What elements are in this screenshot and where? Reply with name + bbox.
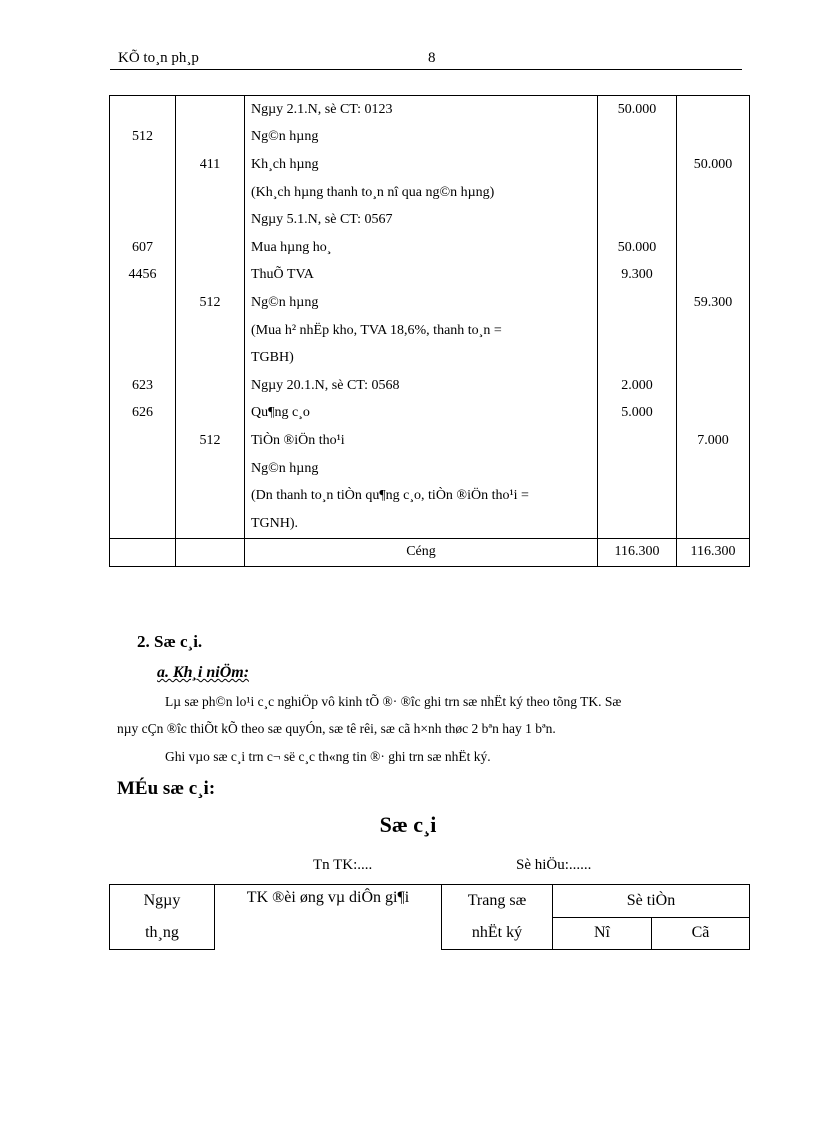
credit-amount-cell bbox=[677, 400, 750, 428]
ledger-col-date-top: Ngµy bbox=[110, 885, 215, 918]
journal-row bbox=[110, 372, 750, 400]
description-cell: TGNH). bbox=[245, 510, 598, 538]
credit-account-cell bbox=[176, 234, 245, 262]
account-name-label: Tn TK:.... bbox=[313, 857, 373, 873]
description-cell: (Mua h² nhËp kho, TVA 18,6%, thanh to¸n = bbox=[245, 317, 598, 345]
journal-row bbox=[110, 510, 750, 538]
debit-amount-cell bbox=[598, 510, 677, 538]
credit-amount-cell bbox=[677, 206, 750, 234]
posting-note: Ghi vµo sæ c¸i trn c¬ së c¸c th«ng tin ®· ghi trn sæ nhËt ký. bbox=[165, 749, 491, 764]
debit-account-cell bbox=[110, 206, 176, 234]
debit-amount-cell bbox=[598, 179, 677, 207]
credit-amount-cell bbox=[677, 124, 750, 152]
journal-row bbox=[110, 344, 750, 372]
debit-account-cell bbox=[110, 344, 176, 372]
ledger-table bbox=[109, 884, 750, 950]
journal-row bbox=[110, 482, 750, 510]
credit-amount-cell bbox=[677, 482, 750, 510]
ledger-col-page-top: Trang sæ bbox=[442, 885, 553, 918]
journal-row bbox=[110, 151, 750, 179]
debit-account-cell: 512 bbox=[110, 124, 176, 152]
ledger-col-amount: Sè tiÒn bbox=[553, 885, 750, 918]
journal-total-row bbox=[110, 538, 750, 566]
total-credit: 116.300 bbox=[677, 538, 750, 566]
credit-account-cell: 512 bbox=[176, 289, 245, 317]
total-debit: 116.300 bbox=[598, 538, 677, 566]
debit-amount-cell bbox=[598, 124, 677, 152]
journal-row bbox=[110, 96, 750, 124]
credit-account-cell bbox=[176, 206, 245, 234]
ledger-col-credit: Cã bbox=[652, 917, 750, 950]
journal-row bbox=[110, 234, 750, 262]
debit-account-cell bbox=[110, 510, 176, 538]
subsection-heading: a. Kh¸i niÖm: bbox=[157, 664, 250, 681]
debit-amount-cell: 9.300 bbox=[598, 262, 677, 290]
journal-row bbox=[110, 179, 750, 207]
sample-label: MÉu sæ c¸i: bbox=[117, 778, 216, 799]
credit-amount-cell bbox=[677, 510, 750, 538]
credit-account-cell: 512 bbox=[176, 427, 245, 455]
description-cell: TiÒn ®iÖn tho¹i bbox=[245, 427, 598, 455]
credit-account-cell bbox=[176, 455, 245, 483]
credit-account-cell bbox=[176, 344, 245, 372]
ledger-col-date-bottom: th¸ng bbox=[110, 917, 215, 950]
credit-account-cell bbox=[176, 96, 245, 124]
description-cell: (Kh¸ch hµng thanh to¸n nî qua ng©n hµng) bbox=[245, 179, 598, 207]
credit-amount-cell bbox=[677, 234, 750, 262]
debit-account-cell bbox=[110, 179, 176, 207]
description-cell: Qu¶ng c¸o bbox=[245, 400, 598, 428]
credit-amount-cell: 50.000 bbox=[677, 151, 750, 179]
journal-row bbox=[110, 455, 750, 483]
debit-account-cell bbox=[110, 427, 176, 455]
journal-row bbox=[110, 289, 750, 317]
credit-amount-cell bbox=[677, 96, 750, 124]
description-cell: Ng©n hµng bbox=[245, 289, 598, 317]
credit-account-cell bbox=[176, 124, 245, 152]
debit-account-cell bbox=[110, 96, 176, 124]
description-cell: Ng©n hµng bbox=[245, 455, 598, 483]
definition-line-1: Lµ sæ ph©n lo¹i c¸c nghiÖp vô kinh tÕ ®· ®îc ghi trn sæ nhËt ký theo tõng TK. Sæ bbox=[165, 694, 622, 709]
debit-amount-cell bbox=[598, 151, 677, 179]
description-cell: Mua hµng ho¸ bbox=[245, 234, 598, 262]
total-label: Céng bbox=[245, 538, 598, 566]
debit-amount-cell bbox=[598, 289, 677, 317]
credit-amount-cell bbox=[677, 179, 750, 207]
description-cell: Kh¸ch hµng bbox=[245, 151, 598, 179]
credit-amount-cell: 7.000 bbox=[677, 427, 750, 455]
credit-account-cell: 411 bbox=[176, 151, 245, 179]
credit-account-cell bbox=[176, 372, 245, 400]
credit-account-cell bbox=[176, 510, 245, 538]
header-rule bbox=[110, 69, 742, 70]
credit-amount-cell: 59.300 bbox=[677, 289, 750, 317]
journal-row bbox=[110, 317, 750, 345]
description-cell: Ngµy 20.1.N, sè CT: 0568 bbox=[245, 372, 598, 400]
credit-amount-cell bbox=[677, 372, 750, 400]
debit-account-cell bbox=[110, 317, 176, 345]
journal-row bbox=[110, 124, 750, 152]
ledger-col-page-bottom: nhËt ký bbox=[442, 917, 553, 950]
debit-amount-cell: 50.000 bbox=[598, 96, 677, 124]
journal-row bbox=[110, 400, 750, 428]
journal-row bbox=[110, 206, 750, 234]
debit-account-cell bbox=[110, 289, 176, 317]
debit-amount-cell: 2.000 bbox=[598, 372, 677, 400]
journal-row bbox=[110, 427, 750, 455]
total-empty-2 bbox=[176, 538, 245, 566]
debit-amount-cell bbox=[598, 344, 677, 372]
debit-account-cell bbox=[110, 455, 176, 483]
credit-account-cell bbox=[176, 179, 245, 207]
running-header-title: KÕ to¸n ph¸p bbox=[118, 50, 199, 66]
credit-amount-cell bbox=[677, 262, 750, 290]
debit-amount-cell bbox=[598, 427, 677, 455]
debit-account-cell bbox=[110, 151, 176, 179]
description-cell: Ng©n hµng bbox=[245, 124, 598, 152]
debit-amount-cell bbox=[598, 455, 677, 483]
description-cell: Ngµy 5.1.N, sè CT: 0567 bbox=[245, 206, 598, 234]
ledger-title: Sæ c¸i bbox=[379, 812, 437, 837]
credit-account-cell bbox=[176, 482, 245, 510]
account-number-label: Sè hiÖu:...... bbox=[516, 857, 592, 873]
journal-row bbox=[110, 262, 750, 290]
credit-account-cell bbox=[176, 317, 245, 345]
credit-account-cell bbox=[176, 400, 245, 428]
debit-account-cell: 626 bbox=[110, 400, 176, 428]
debit-amount-cell: 50.000 bbox=[598, 234, 677, 262]
description-cell: TGBH) bbox=[245, 344, 598, 372]
total-empty-1 bbox=[110, 538, 176, 566]
debit-amount-cell: 5.000 bbox=[598, 400, 677, 428]
credit-amount-cell bbox=[677, 455, 750, 483]
credit-account-cell bbox=[176, 262, 245, 290]
credit-amount-cell bbox=[677, 317, 750, 345]
debit-account-cell bbox=[110, 482, 176, 510]
page-number: 8 bbox=[428, 50, 436, 66]
debit-account-cell: 4456 bbox=[110, 262, 176, 290]
definition-line-2: nµy cÇn ®îc thiÕt kÕ theo sæ quyÓn, sæ tê rêi, sæ cã h×nh thøc 2 bªn hay 1 bªn. bbox=[117, 721, 556, 736]
journal-table bbox=[109, 95, 750, 567]
description-cell: ThuÕ TVA bbox=[245, 262, 598, 290]
debit-account-cell: 607 bbox=[110, 234, 176, 262]
description-cell: Ngµy 2.1.N, sè CT: 0123 bbox=[245, 96, 598, 124]
description-cell: (Dn thanh to¸n tiÒn qu¶ng c¸o, tiÒn ®iÖn tho¹i = bbox=[245, 482, 598, 510]
credit-amount-cell bbox=[677, 344, 750, 372]
section-heading: 2. Sæ c¸i. bbox=[137, 632, 203, 651]
ledger-col-debit: Nî bbox=[553, 917, 652, 950]
debit-amount-cell bbox=[598, 206, 677, 234]
debit-amount-cell bbox=[598, 482, 677, 510]
ledger-col-desc: TK ®èi øng vµ diÔn gi¶i bbox=[215, 885, 442, 950]
debit-account-cell: 623 bbox=[110, 372, 176, 400]
debit-amount-cell bbox=[598, 317, 677, 345]
